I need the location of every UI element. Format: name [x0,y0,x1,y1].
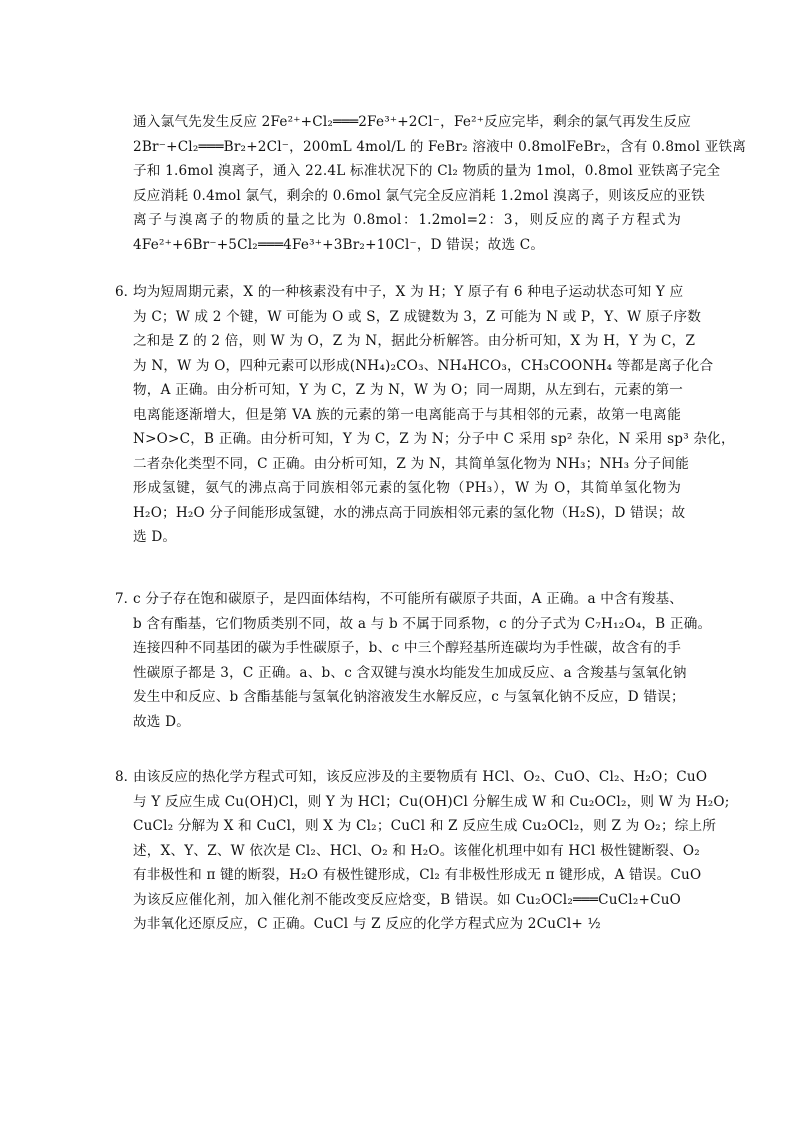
text-line: c 分子存在饱和碳原子，是四面体结构，不可能所有碳原子共面，A 正确。a 中含有羧基、 [133,591,684,607]
text-line: 为该反应催化剂，加入催化剂不能改变反应焓变，B 错误。如 Cu₂OCl₂═══CuCl₂+CuO [133,891,681,908]
text-line: 均为短周期元素，X 的一种核素没有中子，X 为 H；Y 原子有 6 种电子运动状态可知 Y 应 [133,284,684,300]
text-line: 离子与溴离子的物质的量之比为 0.8mol：1.2mol=2：3，则反应的离子方程式为 [133,212,681,228]
text-line: 性碳原子都是 3，C 正确。a、b、c 含双键与溴水均能发生加成反应、a 含羧基与氢氧化钠 [133,664,687,681]
question-number: 6． [115,284,138,300]
text-line: 由该反应的热化学方程式可知，该反应涉及的主要物质有 HCl、O₂、CuO、Cl₂、H₂O；CuO [133,769,708,785]
text-line: 选 D。 [133,529,177,545]
text-line: N>O>C，B 正确。由分析可知，Y 为 C，Z 为 N；分子中 C 采用 sp² 杂化，N 采用 sp³ 杂化， [133,431,735,447]
text-line: 物，A 正确。由分析可知，Y 为 C，Z 为 N，W 为 O；同一周期，从左到右，元素的第一 [133,382,684,398]
text-line: 连接四种不同基团的碳为手性碳原子，b、c 中三个醇羟基所连碳均为手性碳，故含有的手 [133,640,681,656]
text-line: 述，X、Y、Z、W 依次是 Cl₂、HCl、O₂ 和 H₂O。该催化机理中如有 HCl 极性键断裂、O₂ [133,842,700,859]
text-line: 发生中和反应、b 含酯基能与氢氧化钠溶液发生水解反应，c 与氢氧化钠不反应，D 错误； [133,689,685,705]
text-line: 反应消耗 0.4mol 氯气，剩余的 0.6mol 氯气完全反应消耗 1.2mol 溴离子，则该反应的亚铁 [133,187,705,204]
text-line: 2Br⁻+Cl₂═══Br₂+2Cl⁻，200mL 4mol/L 的 FeBr₂ 溶液中 0.8molFeBr₂，含有 0.8mol 亚铁离 [133,138,747,155]
question-number: 8． [115,769,138,785]
text-line: b 含有酯基，它们物质类别不同，故 a 与 b 不属于同系物，c 的分子式为 C₇H₁₂O₄，B 正确。 [133,615,712,632]
text-line: 故选 D。 [133,713,191,730]
text-line: 有非极性和 π 键的断裂，H₂O 有极性键形成，Cl₂ 有非极性形成无 π 键形成，A 错误。CuO [133,867,702,883]
text-line: 形成氢键，氨气的沸点高于同族相邻元素的氢化物（PH₃），W 为 O，其简单氢化物为 [133,480,681,496]
text-line: 二者杂化类型不同，C 正确。由分析可知，Z 为 N，其简单氢化物为 NH₃；NH₃ 分子间能 [133,455,689,472]
text-line: 与 Y 反应生成 Cu(OH)Cl，则 Y 为 HCl；Cu(OH)Cl 分解生成 W 和 Cu₂OCl₂，则 W 为 H₂O; [133,793,730,810]
text-line: 电离能逐渐增大，但是第 VA 族的元素的第一电离能高于与其相邻的元素，故第一电离能 [133,406,681,423]
question-number: 7． [115,591,138,607]
text-line: 4Fe²⁺+6Br⁻+5Cl₂═══4Fe³⁺+3Br₂+10Cl⁻，D 错误；故选 C。 [133,236,545,253]
text-line: 子和 1.6mol 溴离子，通入 22.4L 标准状况下的 Cl₂ 物质的量为 1mol，0.8mol 亚铁离子完全 [133,163,721,179]
text-line: 为 N，W 为 O，四种元素可以形成(NH₄)₂CO₃、NH₄HCO₃，CH₃COONH₄ 等都是离子化合 [133,357,714,374]
text-line: H₂O；H₂O 分子间能形成氢键，水的沸点高于同族相邻元素的氢化物（H₂S)，D 错误；故 [133,504,686,521]
text-line: 为非氧化还原反应，C 正确。CuCl 与 Z 反应的化学方程式应为 2CuCl+ ½ [133,916,601,932]
text-line: 通入氯气先发生反应 2Fe²⁺+Cl₂═══2Fe³⁺+2Cl⁻，Fe²⁺反应完毕，剩余的氯气再发生反应 [133,114,692,130]
text-line: 为 C；W 成 2 个键，W 可能为 O 或 S，Z 成键数为 3，Z 可能为 N 或 P，Y、W 原子序数 [133,308,702,325]
text-line: CuCl₂ 分解为 X 和 CuCl，则 X 为 Cl₂；CuCl 和 Z 反应生成 Cu₂OCl₂，则 Z 为 O₂；综上所 [133,818,717,834]
text-line: 之和是 Z 的 2 倍，则 W 为 O，Z 为 N，据此分析解答。由分析可知，X 为 H，Y 为 C，Z [133,333,696,349]
